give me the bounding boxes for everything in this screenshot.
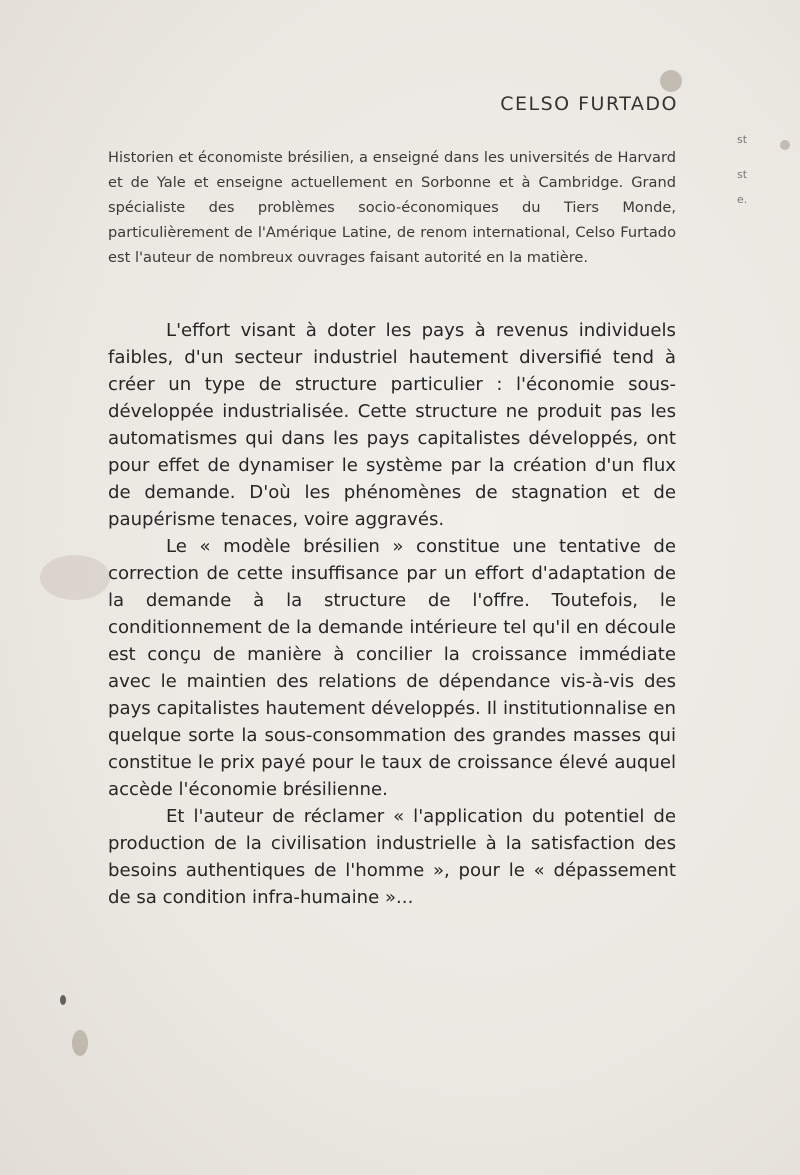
blurb-text — [108, 317, 676, 911]
author-name: CELSO FURTADO — [500, 93, 678, 115]
stain-mark — [660, 70, 682, 92]
margin-mark: e. — [737, 193, 748, 206]
stain-mark — [60, 995, 66, 1005]
margin-mark: st — [737, 133, 748, 146]
stain-mark — [72, 1030, 88, 1056]
blurb-paragraph: Et l'auteur de réclamer « l'application du potentiel de production de la civilisation industrielle à la satisfaction des besoins authentiques de l'homme », pour le « dépassement de sa condition infra-humaine »... — [108, 806, 676, 908]
margin-mark: st — [737, 168, 748, 181]
author-bio: Historien et économiste brésilien, a enseigné dans les universités de Harvard et de Yale et enseigne actuellement en Sorbonne et à Cambridge. Grand spécialiste des problèmes socio-économiques du Tiers Monde, particulièrement de l'Amérique Latine, de renom international, Celso Furtado est l'auteur de nombreux ouvrages faisant autorité en la matière. — [108, 149, 676, 266]
stain-mark — [40, 555, 110, 600]
stain-mark — [780, 140, 790, 150]
blurb-paragraph: L'effort visant à doter les pays à revenus individuels faibles, d'un secteur industriel hautement diversifié tend à créer un type de structure particulier : l'économie sous-développée industrialisée. Cette structure ne produit pas les automatismes qui dans les pays capitalistes développés, ont pour effet de dynamiser le système par la création d'un flux de demande. D'où les phénomènes de stagnation et de paupérisme tenaces, voire aggravés. — [108, 320, 676, 530]
blurb-paragraph: Le « modèle brésilien » constitue une tentative de correction de cette insuffisance par un effort d'adaptation de la demande à la structure de l'offre. Toutefois, le conditionnement de la demande intérieure tel qu'il en découle est conçu de manière à concilier la croissance immédiate avec le maintien des relations de dépendance vis-à-vis des pays capitalistes hautement développés. Il institutionnalise en quelque sorte la sous-consommation des grandes masses qui constitue le prix payé pour le taux de croissance élevé auquel accède l'économie brésilienne. — [108, 536, 676, 800]
